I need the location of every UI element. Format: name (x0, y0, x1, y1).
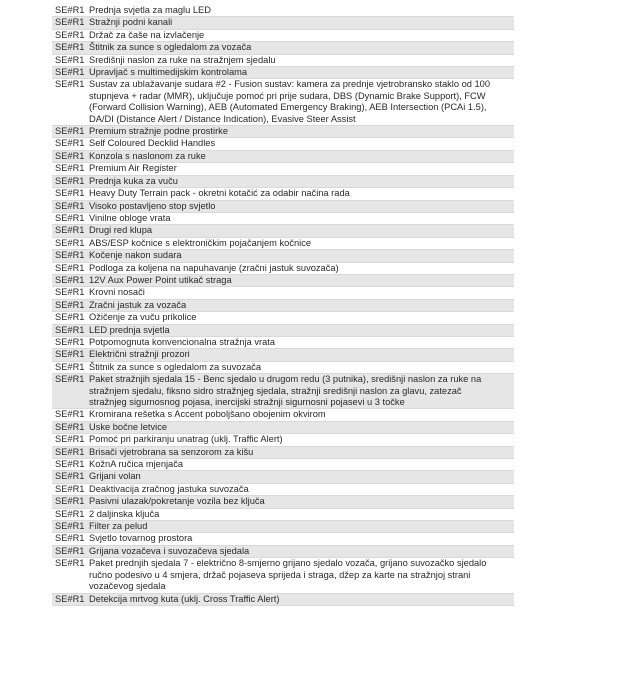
equipment-code: SE#R1 (55, 200, 85, 211)
table-row (52, 176, 514, 188)
equipment-code: SE#R1 (55, 349, 85, 360)
equipment-description: Sustav za ublažavanje sudara #2 - Fusion sustav: kamera za prednje vjetrobransko staklo od 100 stupnjeva + radar (MMR), uključuje pomoć pri prije sudara, DBS (Dynamic Brake Support), FCW (Forward Collision Warning), AEB (Automated Emergency Braking), AEB Intersection (PCAi 1.5), DA/DI (Distance Alert / Distance Indication), Evasive Steer Assist (89, 79, 491, 124)
equipment-description: KožnA ručica mjenjača (89, 459, 184, 470)
table-row (52, 374, 514, 409)
equipment-description: Kromirana rešetka s Accent poboljšano obojenim okvirom (89, 409, 326, 420)
table-row (52, 5, 514, 17)
equipment-code: SE#R1 (55, 336, 85, 347)
table-row (52, 409, 514, 421)
table-row (52, 55, 514, 67)
equipment-code: SE#R1 (55, 237, 85, 248)
equipment-code: SE#R1 (55, 250, 85, 261)
equipment-code: SE#R1 (55, 262, 85, 273)
table-row (52, 275, 514, 287)
equipment-description: Držač za čaše na izvlačenje (89, 29, 205, 40)
equipment-code: SE#R1 (55, 374, 85, 385)
table-row (52, 337, 514, 349)
equipment-code: SE#R1 (55, 446, 85, 457)
equipment-code: SE#R1 (55, 483, 85, 494)
equipment-description: Štitnik za sunce s ogledalom za suvozača (89, 361, 262, 372)
equipment-description: Brisači vjetrobrana sa senzorom za kišu (89, 446, 254, 457)
equipment-code: SE#R1 (55, 17, 85, 28)
equipment-code: SE#R1 (55, 312, 85, 323)
table-row (52, 362, 514, 374)
table-row (52, 312, 514, 324)
equipment-code: SE#R1 (55, 533, 85, 544)
equipment-description: 2 daljinska ključa (89, 508, 160, 519)
table-row (52, 558, 514, 593)
equipment-code: SE#R1 (55, 138, 85, 149)
equipment-description: Vinilne obloge vrata (89, 212, 171, 223)
equipment-description: Štitnik za sunce s ogledalom za vozača (89, 42, 252, 53)
equipment-code: SE#R1 (55, 29, 85, 40)
equipment-code: SE#R1 (55, 558, 85, 569)
table-row (52, 325, 514, 337)
equipment-table (52, 5, 514, 606)
equipment-code: SE#R1 (55, 496, 85, 507)
table-row (52, 434, 514, 446)
table-row (52, 17, 514, 29)
table-row (52, 225, 514, 237)
table-row (52, 521, 514, 533)
equipment-description: Filter za pelud (89, 521, 148, 532)
equipment-code: SE#R1 (55, 188, 85, 199)
equipment-description: Upravljač s multimedijskim kontrolama (89, 67, 248, 78)
equipment-description: Prednja svjetla za maglu LED (89, 5, 211, 15)
equipment-description: Krovni nosači (89, 287, 145, 298)
table-row (52, 287, 514, 299)
equipment-code: SE#R1 (55, 67, 85, 78)
equipment-description: Stražnji podni kanali (89, 17, 173, 28)
table-row (52, 496, 514, 508)
table-row (52, 300, 514, 312)
equipment-code: SE#R1 (55, 274, 85, 285)
equipment-code: SE#R1 (55, 593, 85, 604)
equipment-code: SE#R1 (55, 212, 85, 223)
table-row (52, 151, 514, 163)
equipment-description: Premium Air Register (89, 163, 177, 174)
equipment-code: SE#R1 (55, 521, 85, 532)
equipment-description: Self Coloured Decklid Handles (89, 138, 216, 149)
table-row (52, 67, 514, 79)
equipment-description: Detekcija mrtvog kuta (uklj. Cross Traffic Alert) (89, 593, 280, 604)
table-row (52, 484, 514, 496)
equipment-description: Paket stražnjih sjedala 15 - Benc sjedalo u drugom redu (3 putnika), središnji naslon za ruke na stražnjem sjedalu, fiksno sidro stražnjeg sjedala, stražnji središnji naslon za glavu, zatezač stražnjeg sigurnosnog pojasa, inercijski stražnji sigurnosni pojasevi u 3 točke (89, 374, 482, 407)
table-row (52, 79, 514, 126)
table-row (52, 163, 514, 175)
table-row (52, 546, 514, 558)
equipment-description: Deaktivacija zračnog jastuka suvozača (89, 483, 249, 494)
equipment-code: SE#R1 (55, 459, 85, 470)
equipment-description: Heavy Duty Terrain pack - okretni kotačić za odabir načina rada (89, 188, 350, 199)
equipment-code: SE#R1 (55, 126, 85, 137)
equipment-description: 12V Aux Power Point utikač straga (89, 274, 232, 285)
equipment-description: Grijana vozačeva i suvozačeva sjedala (89, 545, 250, 556)
equipment-code: SE#R1 (55, 409, 85, 420)
equipment-description: Drugi red klupa (89, 225, 153, 236)
equipment-description: Podloga za koljena na napuhavanje (zračni jastuk suvozača) (89, 262, 339, 273)
equipment-code: SE#R1 (55, 421, 85, 432)
equipment-code: SE#R1 (55, 299, 85, 310)
equipment-code: SE#R1 (55, 434, 85, 445)
equipment-description: Grijani volan (89, 471, 141, 482)
table-row (52, 263, 514, 275)
equipment-description: Pomoć pri parkiranju unatrag (uklj. Traffic Alert) (89, 434, 283, 445)
equipment-description: LED prednja svjetla (89, 324, 170, 335)
equipment-description: Zračni jastuk za vozača (89, 299, 187, 310)
equipment-code: SE#R1 (55, 150, 85, 161)
table-row (52, 42, 514, 54)
table-row (52, 459, 514, 471)
equipment-code: SE#R1 (55, 545, 85, 556)
table-row (52, 447, 514, 459)
equipment-code: SE#R1 (55, 163, 85, 174)
equipment-code: SE#R1 (55, 471, 85, 482)
table-row (52, 594, 514, 606)
equipment-description: Paket prednjih sjedala 7 - električno 8-smjerno grijano sjedalo vozača, grijano suvozačko sjedalo ručno podesivo u 4 smjera, držač pojaseva sprijeda i straga, džep za karte na stražnjoj strani vozačevog sjedala (89, 558, 487, 592)
equipment-code: SE#R1 (55, 361, 85, 372)
equipment-description: Potpomognuta konvencionalna stražnja vrata (89, 336, 276, 347)
equipment-code: SE#R1 (55, 508, 85, 519)
equipment-code: SE#R1 (55, 42, 85, 53)
equipment-description: Konzola s naslonom za ruke (89, 150, 206, 161)
equipment-code: SE#R1 (55, 54, 85, 65)
table-row (52, 422, 514, 434)
equipment-description: Središnji naslon za ruke na stražnjem sjedalu (89, 54, 276, 65)
equipment-description: Električni stražnji prozori (89, 349, 190, 360)
equipment-code: SE#R1 (55, 79, 85, 90)
equipment-code: SE#R1 (55, 287, 85, 298)
table-row (52, 471, 514, 483)
table-row (52, 349, 514, 361)
table-row (52, 213, 514, 225)
table-row (52, 138, 514, 150)
table-row (52, 30, 514, 42)
equipment-description: Visoko postavljeno stop svjetlo (89, 200, 216, 211)
equipment-description: Prednja kuka za vuču (89, 175, 178, 186)
equipment-code: SE#R1 (55, 5, 85, 15)
equipment-description: Ožičenje za vuču prikolice (89, 312, 197, 323)
equipment-description: Pasivni ulazak/pokretanje vozila bez ključa (89, 496, 265, 507)
equipment-code: SE#R1 (55, 324, 85, 335)
table-row (52, 126, 514, 138)
table-row (52, 188, 514, 200)
equipment-description: ABS/ESP kočnice s elektroničkim pojačanjem kočnice (89, 237, 312, 248)
table-row (52, 238, 514, 250)
table-row (52, 250, 514, 262)
equipment-code: SE#R1 (55, 225, 85, 236)
equipment-code: SE#R1 (55, 175, 85, 186)
equipment-description: Uske bočne letvice (89, 421, 168, 432)
equipment-description: Premium stražnje podne prostirke (89, 126, 228, 137)
table-row (52, 533, 514, 545)
equipment-description: Kočenje nakon sudara (89, 250, 182, 261)
table-row (52, 509, 514, 521)
table-row (52, 201, 514, 213)
equipment-description: Svjetlo tovarnog prostora (89, 533, 193, 544)
